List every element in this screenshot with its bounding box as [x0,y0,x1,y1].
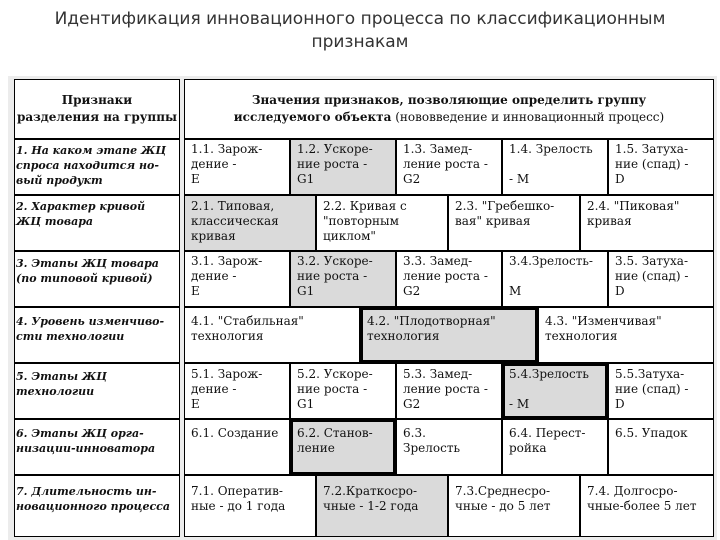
row-1-text-3: 1.3. Замед- ление роста - G2 [403,142,488,186]
row-2-text-4: 2.4. "Пиковая" кривая [587,199,680,228]
header-left-text: Признаки разделения на группы [16,93,178,124]
header-right-text [186,81,712,137]
row-6-text-4: 6.4. Перест- ройка [509,426,586,455]
row-3-text-3: 3.3. Замед- ление роста - G2 [403,254,488,298]
row-1-text-2: 1.2. Ускоре- ние роста - G1 [297,142,373,186]
row-5-text-3: 5.3. Замед- ление роста - G2 [403,367,488,411]
row-4-text-1: 4.1. "Стабильная" технология [191,314,304,343]
row-7-text-1: 7.1. Оператив- ные - до 1 года [191,484,286,513]
row-2-label: 2. Характер кривой ЖЦ товара [16,200,146,228]
row-5-text-1: 5.1. Зарож- дение - Е [191,367,263,411]
row-2-text-2: 2.2. Кривая с "повторным циклом" [323,199,407,243]
row-2-text-3: 2.3. "Гребешко- вая" кривая [455,199,555,228]
row-3-text-5: 3.5. Затуха- ние (спад) - D [615,254,689,298]
row-7-text-3: 7.3.Среднесро- чные - до 5 лет [455,484,551,513]
row-6-text-2: 6.2. Станов- ление [297,426,373,455]
row-2-text-1: 2.1. Типовая, классическая кривая [191,199,279,243]
row-6-text-5: 6.5. Упадок [615,426,688,440]
row-4-text-2: 4.2. "Плодотворная" технология [367,314,496,343]
page-title: Идентификация инновационного процесса по классификационным признакам [54,9,666,52]
row-1-text-1: 1.1. Зарож- дение - Е [191,142,263,186]
row-5-text-4: 5.4.Зрелость - М [509,367,589,411]
row-6-text-1: 6.1. Создание [191,426,279,440]
row-1-text-5: 1.5. Затуха- ние (спад) - D [615,142,689,186]
header-right-normal: (нововведение и инновационный процесс) [391,110,665,124]
row-6-label: 6. Этапы ЖЦ орга- низации-инноватора [16,427,156,455]
row-1-label: 1. На каком этапе ЖЦ спроса находится но- вый продукт [16,144,167,187]
row-5-label: 5. Этапы ЖЦ технологии [16,370,107,398]
row-1-text-4: 1.4. Зрелость - М [509,142,593,186]
row-7-text-4: 7.4. Долгосро- чные-более 5 лет [587,484,697,513]
header-right-bold-2: исследуемого объекта [233,110,392,124]
row-7-text-2: 7.2.Краткосро- чные - 1-2 года [323,484,419,513]
row-3-label: 3. Этапы ЖЦ товара (по типовой кривой) [16,257,159,285]
row-4-label: 4. Уровень изменчиво- сти технологии [16,315,165,343]
row-6-text-3: 6.3. Зрелость [403,426,460,455]
row-5-text-5: 5.5.Затуха- ние (спад) - D [615,367,689,411]
header-right-bold-1: Значения признаков, позволяющие определить группу [251,93,647,107]
row-3-text-1: 3.1. Зарож- дение - Е [191,254,263,298]
row-5-text-2: 5.2. Ускоре- ние роста - G1 [297,367,373,411]
row-3-text-4: 3.4.Зрелость- М [509,254,593,298]
row-4-text-3: 4.3. "Изменчивая" технология [545,314,662,343]
row-7-label: 7. Длительность ин- новационного процесса [16,485,170,513]
row-3-text-2: 3.2. Ускоре- ние роста - G1 [297,254,373,298]
